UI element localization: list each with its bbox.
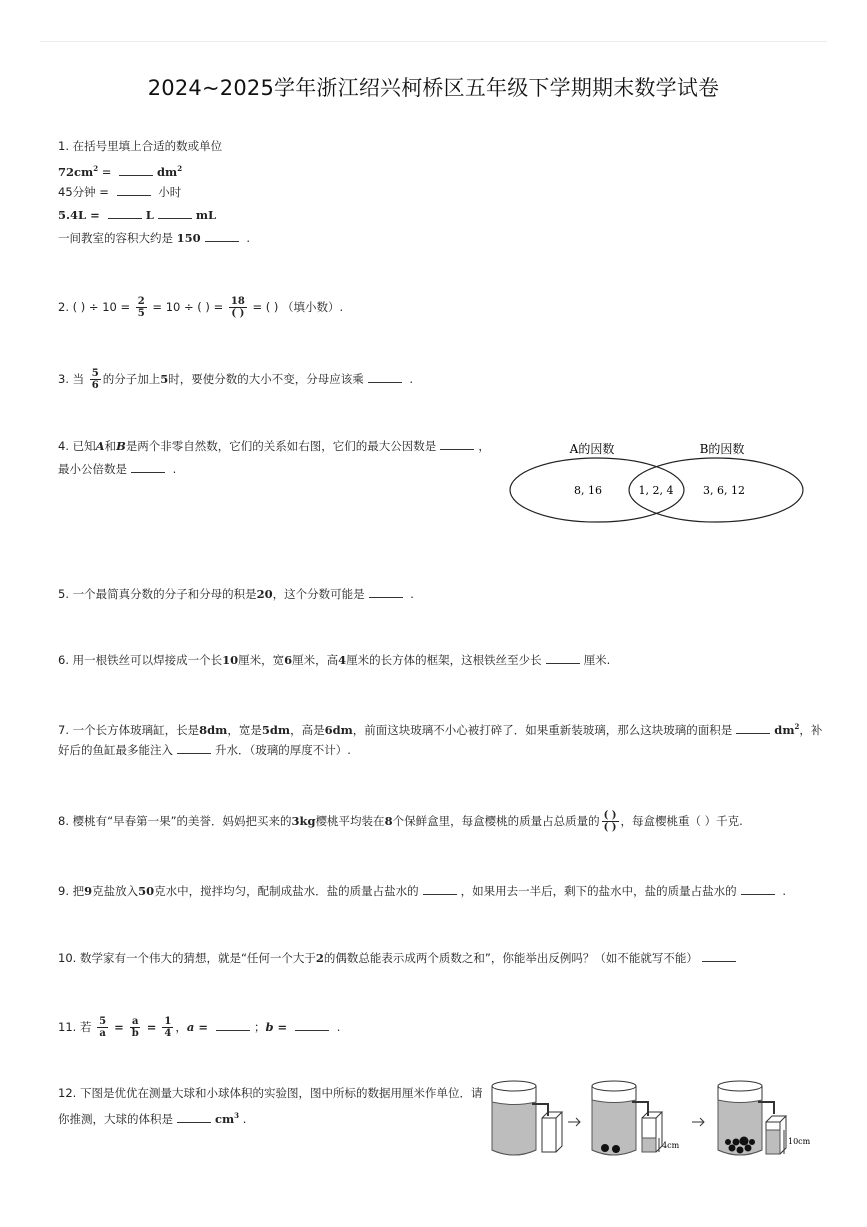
- label-right: 10cm: [788, 1137, 811, 1146]
- answer-blank[interactable]: [205, 230, 239, 242]
- answer-blank[interactable]: [158, 207, 192, 219]
- answer-blank[interactable]: [108, 207, 142, 219]
- q1-line4: 一间教室的容积大约是 150 .: [58, 231, 250, 245]
- answer-blank[interactable]: [741, 883, 775, 895]
- venn-mid-values: 1, 2, 4: [638, 484, 674, 497]
- q12-line2: 你推测，大球的体积是 $cm^3$ .: [58, 1111, 247, 1126]
- q8: 8. 樱桃有“早春第一果”的美誉．妈妈把买来的3kg樱桃平均装在8个保鲜盒里，每盒樱桃的质量占总质量的 $\frac{( )}{( )}$ ，每盒樱桃重（ ）千克.: [58, 810, 743, 833]
- answer-blank[interactable]: [131, 461, 165, 473]
- answer-blank[interactable]: [702, 950, 736, 962]
- page-title: 2024~2025学年浙江绍兴柯桥区五年级下学期期末数学试卷: [147, 76, 720, 100]
- answer-blank[interactable]: [546, 652, 580, 664]
- q9: 9. 把9克盐放入50克水中，搅拌均匀，配制成盐水．盐的质量占盐水的 ，如果用去一半后，剩下的盐水中，盐的质量占盐水的 .: [58, 884, 786, 898]
- venn-right-values: 3, 6, 12: [703, 484, 745, 497]
- answer-blank[interactable]: [216, 1019, 250, 1031]
- venn-left-values: 8, 16: [574, 484, 602, 497]
- beaker-1: [492, 1081, 562, 1155]
- answer-blank[interactable]: [117, 184, 151, 196]
- answer-blank[interactable]: [177, 1111, 211, 1123]
- answer-blank[interactable]: [736, 722, 770, 734]
- q11: 11. 若 $\frac{5}{a}$ = $\frac{a}{b}$ = $\frac{1}{4}$ ，a = ；b = .: [58, 1016, 341, 1039]
- q6: 6. 用一根铁丝可以焊接成一个长10厘米，宽6厘米，高4厘米的长方体的框架，这根铁丝至少长 厘米.: [58, 653, 611, 667]
- arrow-icon: [568, 1118, 580, 1126]
- q10: 10. 数学家有一个伟大的猜想，就是“任何一个大于2的偶数总能表示成两个质数之和”，你能举出反例吗？（如不能就写不能）: [58, 950, 740, 966]
- arrow-icon: [692, 1118, 704, 1126]
- q1-line2: 45分钟 = 小时: [58, 185, 182, 199]
- label-mid: 4cm: [662, 1141, 680, 1150]
- q4-line1: 4. 已知A和B是两个非零自然数，它们的关系如右图，它们的最大公因数是 ，: [58, 439, 490, 453]
- venn-diagram: [500, 435, 810, 530]
- q2: 2. ( ) ÷ 10 = $\frac{2}{5}$ = 10 ÷ ( ) = $\frac{18}{( )}$ = ( ) （填小数）.: [58, 296, 344, 319]
- answer-blank[interactable]: [368, 371, 402, 383]
- q1-line1: $72cm^2 = dm^2$: [58, 164, 183, 179]
- venn-left-title: A的因数: [569, 442, 615, 456]
- answer-blank[interactable]: [119, 164, 153, 176]
- answer-blank[interactable]: [423, 883, 457, 895]
- q4-line2: 最小公倍数是 .: [58, 462, 177, 476]
- q7-line1: 7. 一个长方体玻璃缸，长是8dm，宽是5dm，高是6dm，前面这块玻璃不小心被打碎了．如果重新装玻璃，那么这块玻璃的面积是 $dm^2$，补: [58, 722, 823, 737]
- q5: 5. 一个最简真分数的分子和分母的积是20，这个分数可能是 .: [58, 587, 414, 601]
- experiment-figure: [488, 1072, 818, 1162]
- q1-stem: 1. 在括号里填上合适的数或单位: [58, 139, 223, 153]
- q1-line3: 5.4L = L mL: [58, 208, 217, 222]
- answer-blank[interactable]: [369, 586, 403, 598]
- venn-right-title: B的因数: [699, 442, 745, 456]
- answer-blank[interactable]: [295, 1019, 329, 1031]
- beaker-2: [592, 1081, 662, 1155]
- beaker-3: [718, 1081, 786, 1155]
- q3: 3. 当 $\frac{5}{6}$ 的分子加上5时，要使分数的大小不变，分母应该乘 .: [58, 368, 414, 391]
- top-divider: [40, 41, 827, 42]
- answer-blank[interactable]: [177, 742, 211, 754]
- q12-line1: 12. 下图是优优在测量大球和小球体积的实验图，图中所标的数据用厘米作单位．请: [58, 1086, 483, 1100]
- answer-blank[interactable]: [440, 438, 474, 450]
- q7-line2: 好后的鱼缸最多能注入 升水．（玻璃的厚度不计）.: [58, 743, 351, 757]
